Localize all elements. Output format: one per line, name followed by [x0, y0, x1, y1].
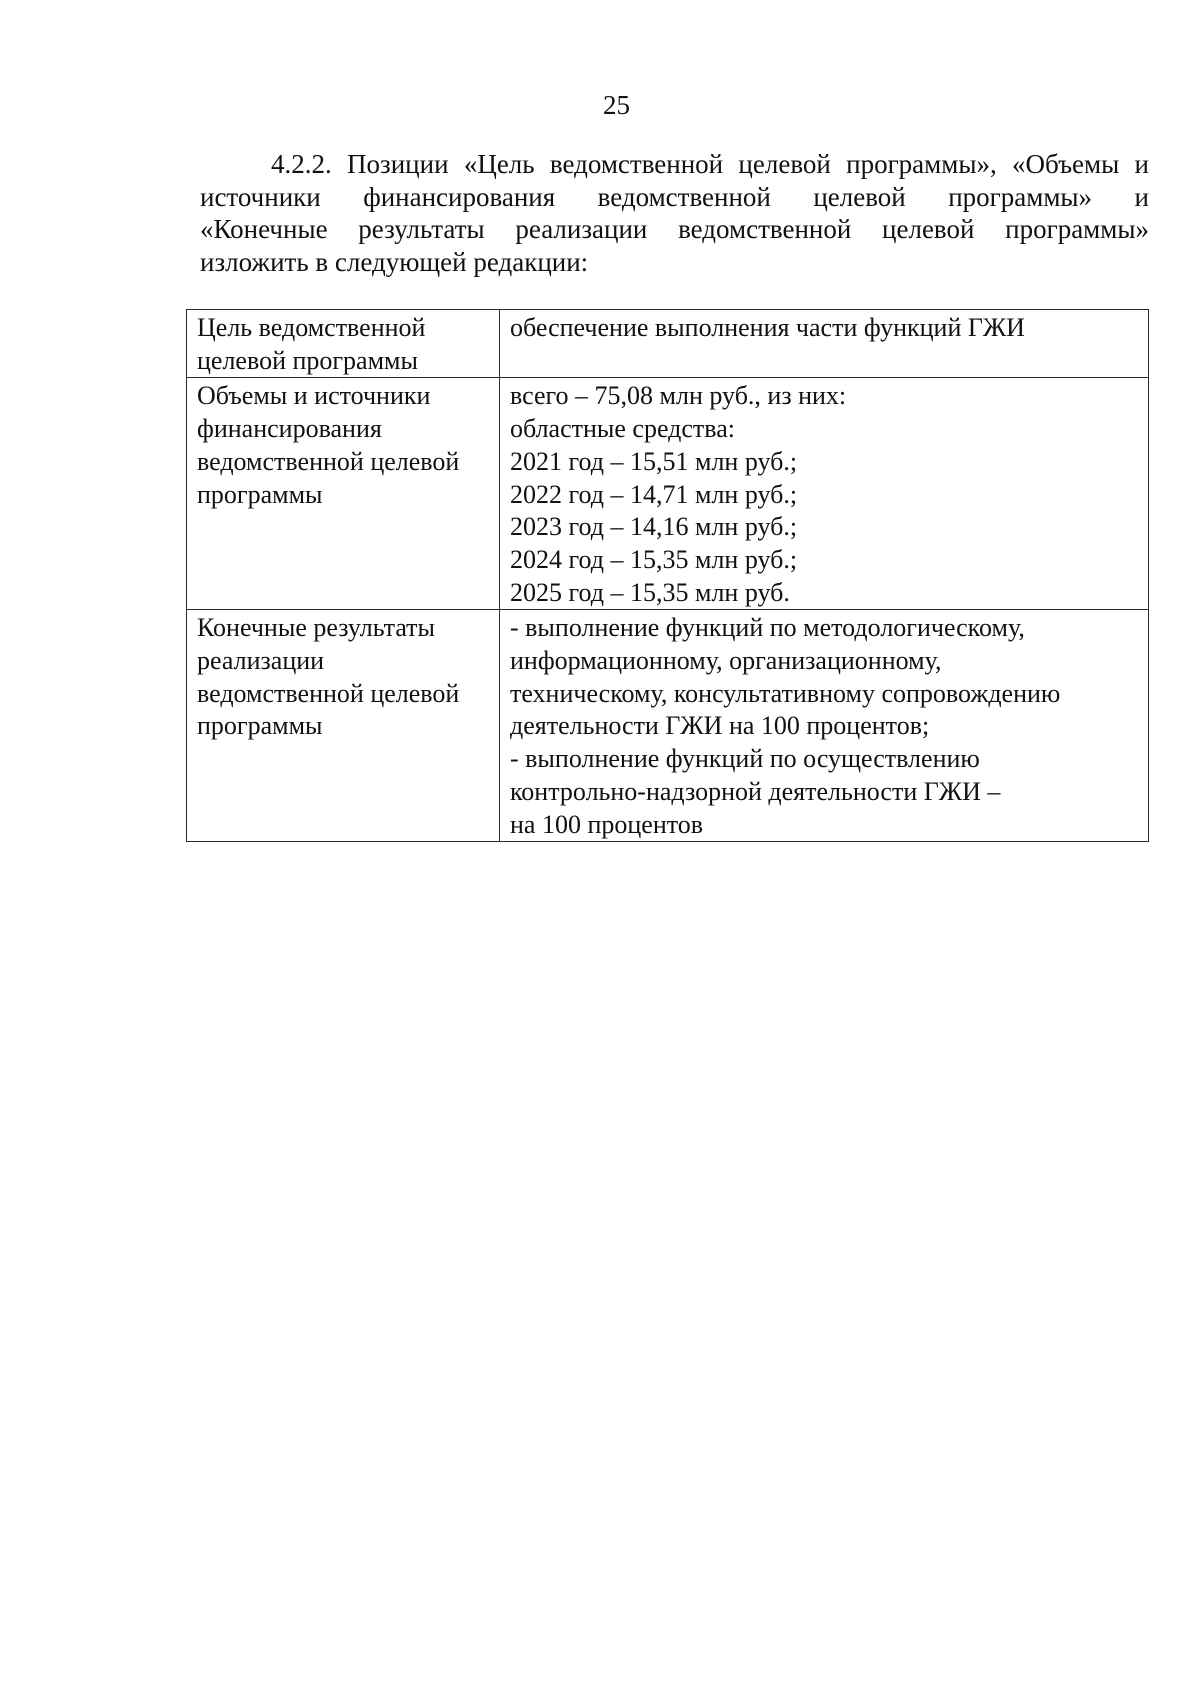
label-line: целевой программы — [197, 345, 418, 375]
value-line: техническому, консультативному сопровождению — [510, 678, 1061, 708]
program-table — [186, 309, 1149, 842]
row-label-funding — [187, 378, 500, 610]
value-line: деятельности ГЖИ на 100 процентов; — [510, 711, 930, 741]
label-line: Объемы и источники — [197, 381, 431, 411]
label-line: Цель ведомственной — [197, 313, 426, 342]
value-line: 2022 год – 14,71 млн руб.; — [510, 479, 798, 509]
intro-paragraph — [200, 148, 1149, 278]
label-line: Конечные результаты — [197, 613, 436, 643]
value-line: - выполнение функций по осуществлению — [510, 744, 980, 774]
value-line: информационному, организационному, — [510, 646, 942, 676]
row-value-funding — [500, 378, 1149, 610]
label-line: ведомственной целевой — [197, 678, 460, 708]
value-line: 2021 год – 15,51 млн руб.; — [510, 446, 798, 476]
row-label-goal — [187, 310, 500, 378]
label-line: финансирования — [197, 414, 382, 444]
value-line: - выполнение функций по методологическому, — [510, 613, 1025, 643]
table-row-goal — [187, 310, 1149, 378]
value-line: областные средства: — [510, 414, 735, 444]
row-label-results — [187, 610, 500, 842]
page-number: 25 — [603, 90, 630, 120]
value-line: 2023 год – 14,16 млн руб.; — [510, 512, 798, 542]
value-line: 2024 год – 15,35 млн руб.; — [510, 544, 798, 574]
table-row-results — [187, 610, 1149, 842]
intro-line: изложить в следующей редакции: — [200, 246, 589, 277]
label-line: реализации — [197, 646, 325, 676]
value-line: обеспечение выполнения части функций ГЖИ — [510, 313, 1025, 342]
label-line: ведомственной целевой — [197, 446, 460, 476]
value-line: контрольно-надзорной деятельности ГЖИ – — [510, 776, 1001, 806]
value-line: на 100 процентов — [510, 809, 704, 839]
value-line: 2025 год – 15,35 млн руб. — [510, 577, 790, 607]
row-value-goal — [500, 310, 1149, 378]
row-value-results — [500, 610, 1149, 842]
label-line: программы — [197, 479, 323, 509]
label-line: программы — [197, 711, 323, 741]
intro-line: источники финансирования ведомственной целевой программы» и — [200, 181, 1149, 212]
intro-line: 4.2.2. Позиции «Цель ведомственной целевой программы», «Объемы и — [271, 149, 1149, 179]
table-row-funding — [187, 378, 1149, 610]
value-line: всего – 75,08 млн руб., из них: — [510, 381, 847, 411]
intro-line: «Конечные результаты реализации ведомственной целевой программы» — [200, 214, 1149, 244]
